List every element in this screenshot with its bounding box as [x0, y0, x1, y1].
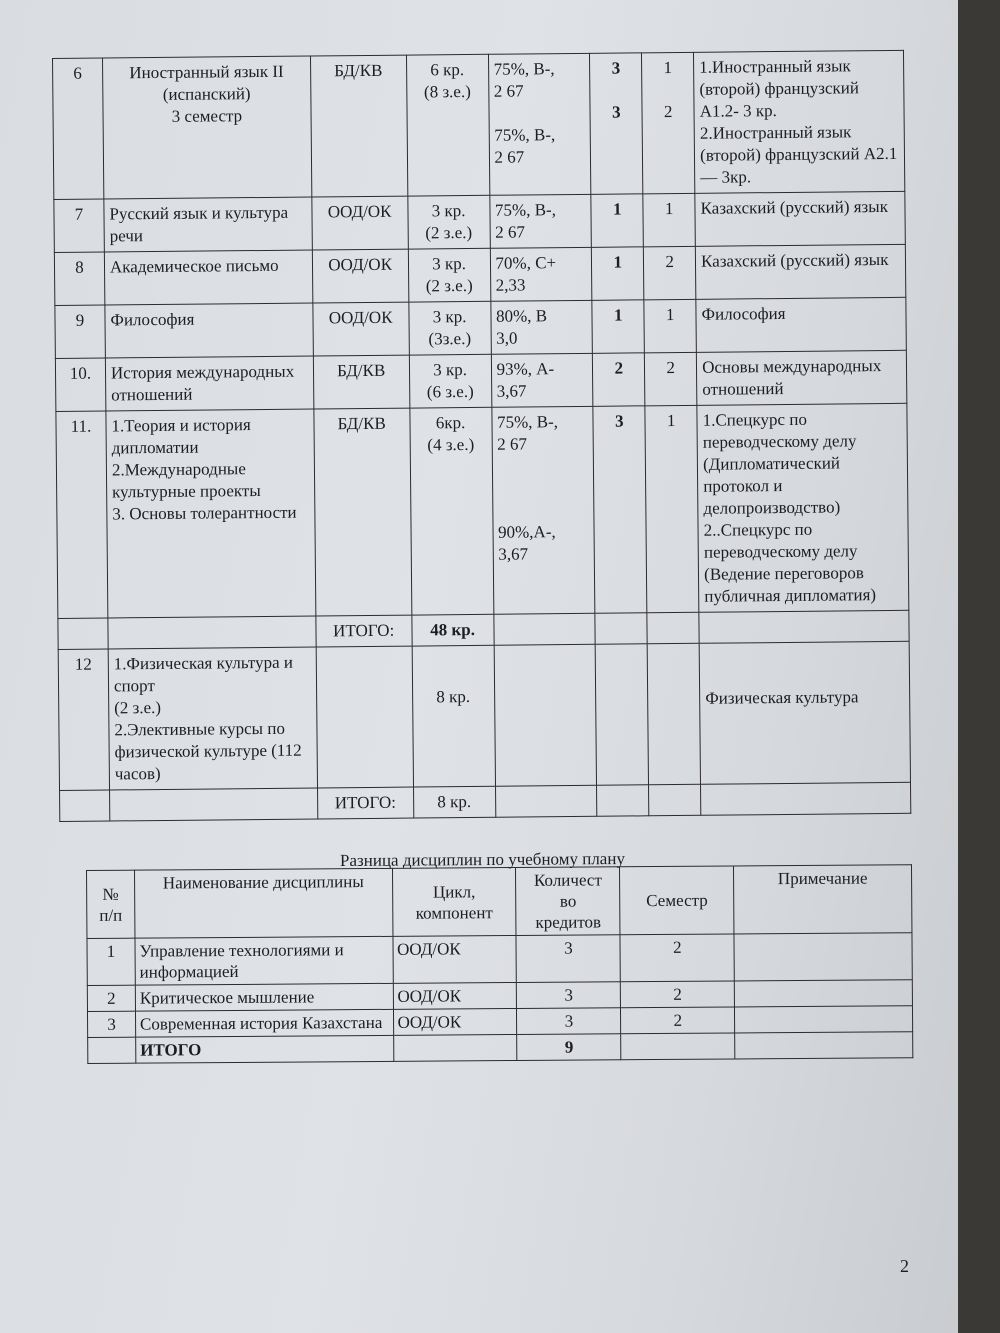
total-value: 8 кр.	[413, 786, 495, 818]
row-number: 2	[87, 985, 135, 1011]
credits: 3	[517, 982, 621, 1009]
discipline-name: 1.Теория и история дипломатии 2.Международные культурные проекты 3. Основы толерантности	[106, 409, 316, 618]
note	[735, 1006, 913, 1033]
semester: 2	[620, 934, 734, 982]
row-number: 10.	[55, 358, 105, 411]
curriculum-difference-table	[86, 864, 913, 1064]
row-number: 7	[54, 199, 104, 252]
cycle: БД/КВ	[314, 408, 412, 616]
grade: 70%, С+ 2,33	[490, 247, 592, 301]
transfer-table	[52, 50, 911, 822]
equivalent-discipline: Физическая культура	[699, 641, 910, 784]
row-number: 6	[53, 58, 104, 199]
discipline-name: Академическое письмо	[104, 250, 312, 305]
credit-count: 3	[593, 406, 647, 613]
semester: 1	[645, 405, 699, 612]
credits: 3 кр. (6 з.е.)	[409, 354, 491, 408]
credit-count: 3 3	[590, 53, 643, 194]
total-credits: 9	[517, 1034, 621, 1061]
table-row	[54, 191, 905, 252]
credit-count: 1	[591, 194, 643, 247]
equivalent-discipline: 1.Иностранный язык (второй) французский А1.2- 3 кр. 2.Иностранный язык (второй) французский А2.1 — 3кр.	[694, 50, 905, 193]
grade: 75%, В-, 2 67 75%, В-, 2 67	[488, 53, 591, 195]
equivalent-discipline: Казахский (русский) язык	[695, 191, 905, 246]
equivalent-discipline: Философия	[696, 297, 906, 352]
semester: 1	[644, 299, 696, 352]
equivalent-discipline: Казахский (русский) язык	[695, 244, 905, 299]
credits: 3 кр. (2 з.е.)	[408, 248, 490, 302]
grade: 80%, В 3,0	[490, 300, 592, 354]
credits: 3 кр. (2 з.е.)	[407, 195, 489, 249]
total-value: 48 кр.	[411, 614, 493, 646]
discipline-name: Философия	[105, 303, 313, 358]
discipline-name: Управление технологиями и информацией	[135, 936, 393, 985]
credit-count: 1	[592, 300, 644, 353]
table-row	[55, 297, 906, 358]
discipline-name: 1.Физическая культура и спорт (2 з.е.) 2.Элективные курсы по физической культуре (112 часов)	[108, 647, 317, 790]
table-row	[56, 403, 909, 618]
semester: 1 2	[642, 52, 695, 193]
cycle: БД/КВ	[310, 55, 407, 197]
total-label: ИТОГО:	[316, 615, 412, 647]
cycle: ООД/ОК	[393, 1008, 517, 1035]
discipline-name: Критическое мышление	[135, 983, 393, 1011]
semester: 2	[621, 981, 735, 1008]
header-num: № п/п	[87, 870, 135, 938]
row-number: 11.	[56, 411, 108, 618]
table-row	[54, 244, 905, 305]
total-row	[88, 1032, 913, 1064]
cycle: ООД/ОК	[393, 982, 517, 1009]
discipline-name: Современная история Казахстана	[135, 1009, 393, 1037]
cycle: БД/КВ	[313, 355, 409, 409]
header-row	[87, 865, 912, 939]
credits: 3	[516, 935, 620, 983]
row-number: 12	[58, 649, 109, 790]
semester: 2	[621, 1007, 735, 1034]
row-number: 9	[55, 305, 105, 358]
cycle: ООД/ОК	[312, 249, 408, 303]
credits: 3 кр. (3з.е.)	[408, 301, 490, 355]
credits: 6 кр. (8 з.е.)	[406, 54, 489, 196]
page-number: 2	[900, 1256, 909, 1276]
row-number: 1	[87, 938, 135, 985]
diff-table-caption: Разница дисциплин по учебному плану	[339, 849, 625, 870]
total-label: ИТОГО	[136, 1035, 394, 1063]
credits: 3	[517, 1008, 621, 1035]
header-credits: Количест во кредитов	[516, 867, 620, 936]
semester: 2	[644, 246, 696, 299]
table-row	[87, 933, 912, 986]
semester: 2	[645, 352, 697, 405]
equivalent-discipline: Основы международных отношений	[696, 350, 906, 405]
table-row	[55, 350, 906, 411]
row-number: 8	[54, 252, 104, 305]
table-row	[58, 641, 910, 790]
semester: 1	[643, 193, 695, 246]
discipline-name: История международных отношений	[105, 356, 313, 411]
table-row	[53, 50, 905, 199]
credits: 6кр. (4 з.е.)	[410, 407, 494, 615]
credits: 8 кр.	[412, 645, 495, 787]
grade: 75%, В-, 2 67 90%,А-, 3,67	[491, 406, 595, 614]
credit-count: 2	[593, 353, 645, 406]
cycle: ООД/ОК	[392, 935, 516, 983]
header-name: Наименование дисциплины	[134, 868, 392, 938]
cycle: ООД/ОК	[312, 196, 408, 250]
credit-count: 1	[592, 247, 644, 300]
header-semester: Семестр	[620, 866, 734, 935]
grade: 93%, А- 3,67	[491, 353, 593, 407]
header-note: Примечание	[734, 865, 912, 934]
discipline-name: Иностранный язык II (испанский) 3 семестр	[102, 56, 311, 199]
total-label: ИТОГО:	[317, 787, 413, 819]
equivalent-discipline: 1.Спецкурс по переводческому делу (Дипломатический протокол и делопроизводство) 2..Спецкурс по переводческому делу (Ведение переговоров публичная дипломатия)	[697, 403, 909, 612]
note	[734, 980, 912, 1007]
cycle: ООД/ОК	[313, 302, 409, 356]
note	[734, 933, 912, 981]
header-cycle: Цикл, компонент	[392, 867, 516, 936]
grade: 75%, В-, 2 67	[489, 194, 591, 248]
discipline-name: Русский язык и культура речи	[104, 197, 312, 252]
row-number: 3	[87, 1011, 135, 1037]
